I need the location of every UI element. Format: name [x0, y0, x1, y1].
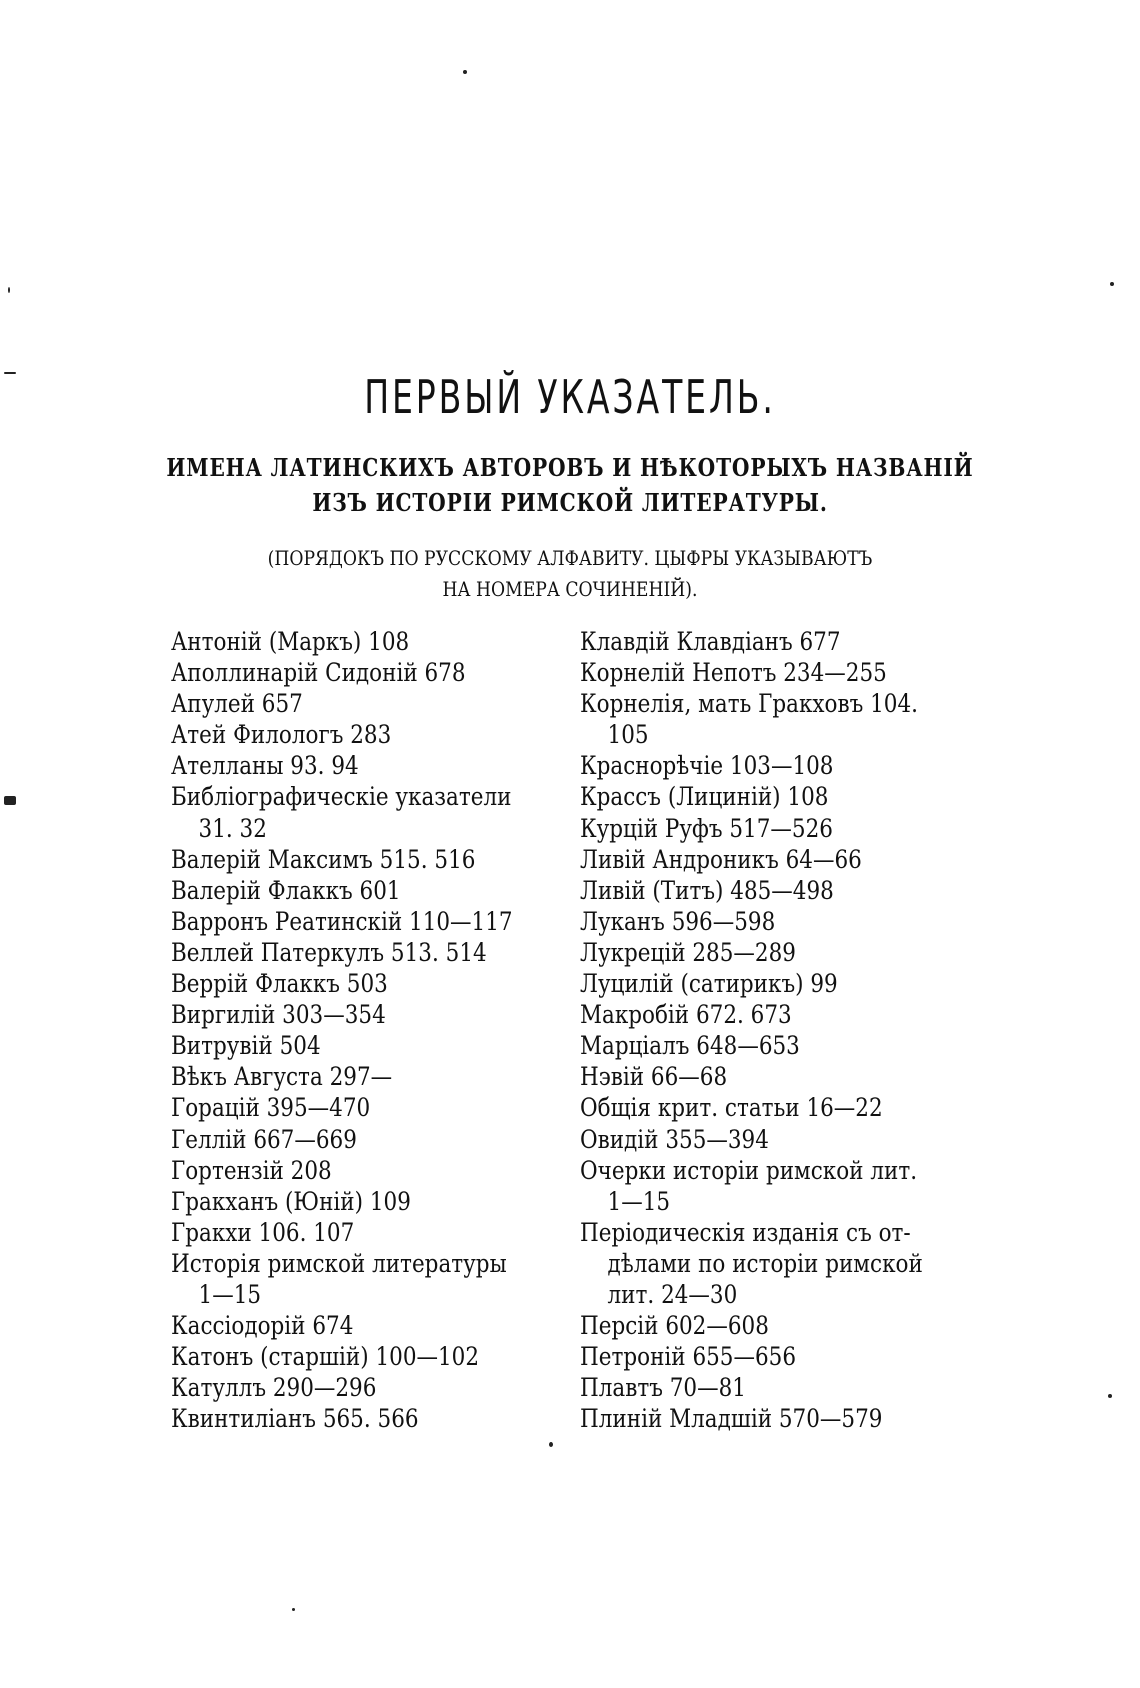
index-entry: Варронъ Реатинскій 110—117	[171, 906, 513, 936]
index-entry: Апулей 657	[171, 689, 303, 719]
index-entry: Виргилій 303—354	[171, 1000, 386, 1030]
index-entry-continuation: 31. 32	[198, 813, 267, 843]
index-entry: Плавтъ 70—81	[580, 1373, 746, 1403]
index-entry: Витрувій 504	[171, 1031, 321, 1061]
index-entry: Гортензій 208	[171, 1155, 332, 1185]
index-entry-continuation: 105	[607, 720, 649, 750]
index-entry: Овидій 355—394	[580, 1124, 769, 1154]
index-entry: Луцилій (сатирикъ) 99	[580, 969, 838, 999]
ordering-note-line-1: (ПОРЯДОКЪ ПО РУССКОМУ АЛФАВИТУ. ЦЫФРЫ УКАЗЫВАЮТЪ	[267, 546, 873, 570]
index-entry-continuation: дѣлами по исторіи римской	[607, 1248, 923, 1278]
index-entry: Петроній 655—656	[580, 1342, 797, 1372]
subtitle-line-2: ИЗЪ ИСТОРІИ РИМСКОЙ ЛИТЕРАТУРЫ.	[312, 488, 828, 517]
subtitle-line-1: ИМЕНА ЛАТИНСКИХЪ АВТОРОВЪ И НѢКОТОРЫХЪ НАЗВАНІЙ	[166, 453, 974, 482]
scan-speck	[292, 1608, 295, 1611]
scan-speck	[1108, 1394, 1112, 1398]
index-entry-continuation: 1—15	[607, 1186, 671, 1216]
index-entry: Геллій 667—669	[171, 1124, 357, 1154]
index-entry: Корнелія, мать Гракховъ 104.	[580, 689, 918, 719]
index-entry: Валерій Максимъ 515. 516	[171, 844, 476, 874]
index-entry: Общія крит. статьи 16—22	[580, 1093, 883, 1123]
index-entry: Очерки исторіи римской лит.	[580, 1155, 918, 1185]
index-entry: Ливій (Титъ) 485—498	[580, 875, 834, 905]
index-entry: Гракханъ (Юній) 109	[171, 1186, 411, 1216]
left-index-column	[171, 626, 591, 1434]
index-entry: Персій 602—608	[580, 1311, 769, 1341]
index-entry: Библіографическіе указатели	[171, 782, 512, 812]
index-entry: Веллей Патеркулъ 513. 514	[171, 937, 487, 967]
index-entry: Нэвій 66—68	[580, 1062, 728, 1092]
index-entry: Луканъ 596—598	[580, 906, 776, 936]
index-entry: Краснорѣчіе 103—108	[580, 751, 834, 781]
index-entry: Крассъ (Лициній) 108	[580, 782, 829, 812]
index-entry: Аполлинарій Сидоній 678	[171, 658, 466, 688]
index-entry: Корнелій Непотъ 234—255	[580, 658, 887, 688]
index-entry: Ателланы 93. 94	[171, 751, 359, 781]
scan-speck	[4, 372, 16, 374]
index-entry: Гракхи 106. 107	[171, 1217, 355, 1247]
index-entry: Лукрецій 285—289	[580, 937, 796, 967]
index-entry: Ливій Андроникъ 64—66	[580, 844, 862, 874]
scan-speck	[1110, 282, 1114, 286]
index-entry: Катонъ (старшій) 100—102	[171, 1342, 480, 1372]
index-entry: Періодическія изданія съ от-	[580, 1217, 911, 1247]
index-entry: Кассіодорій 674	[171, 1311, 354, 1341]
index-entry: Клавдій Клавдіанъ 677	[580, 627, 841, 656]
index-entry: Исторія римской литературы	[171, 1248, 507, 1278]
index-entry: Курцій Руфъ 517—526	[580, 813, 833, 843]
index-entry-continuation: лит. 24—30	[607, 1279, 738, 1309]
scan-speck	[549, 1442, 553, 1447]
scan-speck	[4, 796, 16, 805]
index-entry: Антоній (Маркъ) 108	[171, 627, 410, 656]
index-entry: Макробій 672. 673	[580, 1000, 792, 1030]
index-entry: Атей Филологъ 283	[171, 720, 392, 750]
scan-speck	[8, 287, 10, 293]
index-entry: Горацій 395—470	[171, 1093, 371, 1123]
index-entry: Валерій Флаккъ 601	[171, 875, 401, 905]
index-entry: Квинтиліанъ 565. 566	[171, 1404, 419, 1434]
index-title: ПЕРВЫЙ УКАЗАТЕЛЬ.	[364, 370, 776, 424]
index-entry: Вѣкъ Августа 297—	[171, 1062, 393, 1092]
index-entry: Веррій Флаккъ 503	[171, 969, 388, 999]
right-index-column	[580, 626, 1000, 1434]
index-entry: Катуллъ 290—296	[171, 1373, 377, 1403]
index-entry: Плиній Младшій 570—579	[580, 1404, 883, 1434]
index-entry: Марціалъ 648—653	[580, 1031, 800, 1061]
scan-speck	[463, 70, 467, 74]
ordering-note-line-2: НА НОМЕРА СОЧИНЕНІЙ).	[442, 577, 698, 601]
index-entry-continuation: 1—15	[198, 1279, 262, 1309]
